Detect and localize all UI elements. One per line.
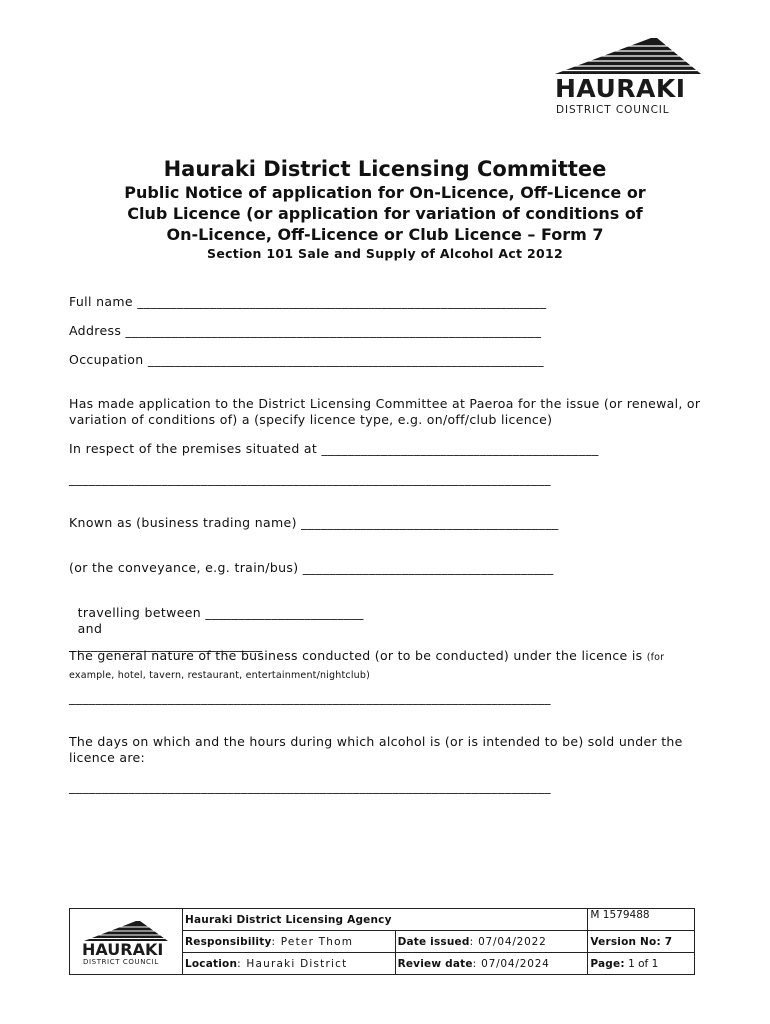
footer-logo-cell — [70, 909, 183, 975]
responsibility-cell — [183, 931, 396, 953]
location-value: : Hauraki District — [237, 957, 348, 970]
date-issued-cell — [395, 931, 588, 953]
footer-logo — [76, 919, 176, 965]
review-date-label: Review date — [397, 957, 473, 970]
travelling-from-field[interactable]: travelling between ________________________ — [77, 605, 364, 620]
footer-logo-subtitle: DISTRICT COUNCIL — [83, 957, 159, 966]
notice-subtitle — [60, 182, 710, 245]
subtitle-line: Club Licence (or application for variation of conditions of — [127, 204, 643, 223]
footer-table — [69, 908, 695, 975]
page-value: 1 of 1 — [628, 957, 659, 970]
logo-wordmark: HAURAKI — [555, 74, 686, 103]
date-issued-label: Date issued — [397, 935, 470, 948]
trading-days-statement: The days on which and the hours during which alcohol is (or is intended to be) sold under the licence are: — [69, 734, 683, 765]
logo-subtitle: DISTRICT COUNCIL — [556, 104, 670, 116]
page-title: Hauraki District Licensing Committee — [163, 157, 607, 181]
doc-id-cell — [588, 909, 695, 931]
page-cell — [588, 953, 695, 975]
version-label: Version No: 7 — [590, 935, 673, 948]
document-footer — [69, 908, 695, 974]
nature-hint: (for example, hotel, tavern, restaurant, entertainment/nightclub) — [69, 652, 665, 681]
footer-logo-wordmark: HAURAKI — [82, 939, 164, 959]
mountain-logo-icon — [553, 38, 703, 78]
and-label: and — [77, 621, 103, 636]
full-name-field[interactable]: Full name ______________________________________________________________ — [69, 294, 547, 309]
nature-text: The general nature of the business conducted (or to be conducted) under the licence is — [69, 648, 643, 663]
premises-blank-line[interactable]: _________________________________________________________________________ — [69, 471, 551, 486]
review-date-value: : 07/04/2024 — [472, 957, 550, 970]
application-statement: Has made application to the District Licensing Committee at Paeroa for the issue (or renewal, or variation of conditions of) a (specify licence type, e.g. on/off/club licence) — [69, 396, 701, 427]
days-blank-line[interactable]: _________________________________________________________________________ — [69, 779, 551, 794]
agency-name: Hauraki District Licensing Agency — [185, 913, 392, 926]
business-nature-statement — [69, 648, 709, 684]
act-section: Section 101 Sale and Supply of Alcohol Act 2012 — [207, 246, 563, 261]
address-field[interactable]: Address _______________________________________________________________ — [69, 323, 542, 338]
nature-blank-line[interactable]: _________________________________________________________________________ — [69, 690, 551, 705]
subtitle-line: Public Notice of application for On-Licence, Off-Licence or — [124, 183, 646, 202]
review-date-cell — [395, 953, 588, 975]
travelling-to-field[interactable]: ____________________________ — [77, 637, 263, 652]
doc-id: M 1579488 — [590, 909, 650, 921]
occupation-field[interactable]: Occupation ____________________________________________________________ — [69, 352, 544, 367]
council-logo — [553, 38, 703, 118]
conveyance-field[interactable]: (or the conveyance, e.g. train/bus) ______________________________________ — [69, 560, 554, 575]
agency-cell — [183, 909, 588, 931]
location-label: Location — [185, 957, 238, 970]
location-cell — [183, 953, 396, 975]
responsibility-label: Responsibility — [185, 935, 272, 948]
subtitle-line: On-Licence, Off-Licence or Club Licence – Form 7 — [166, 225, 604, 244]
date-issued-value: : 07/04/2022 — [469, 935, 547, 948]
version-cell — [588, 931, 695, 953]
trading-name-field[interactable]: Known as (business trading name) _______________________________________ — [69, 515, 559, 530]
responsibility-value: : Peter Thom — [271, 935, 354, 948]
premises-field[interactable]: In respect of the premises situated at __________________________________________ — [69, 441, 599, 456]
travelling-between-row — [69, 589, 364, 653]
page-label: Page: — [590, 957, 625, 970]
